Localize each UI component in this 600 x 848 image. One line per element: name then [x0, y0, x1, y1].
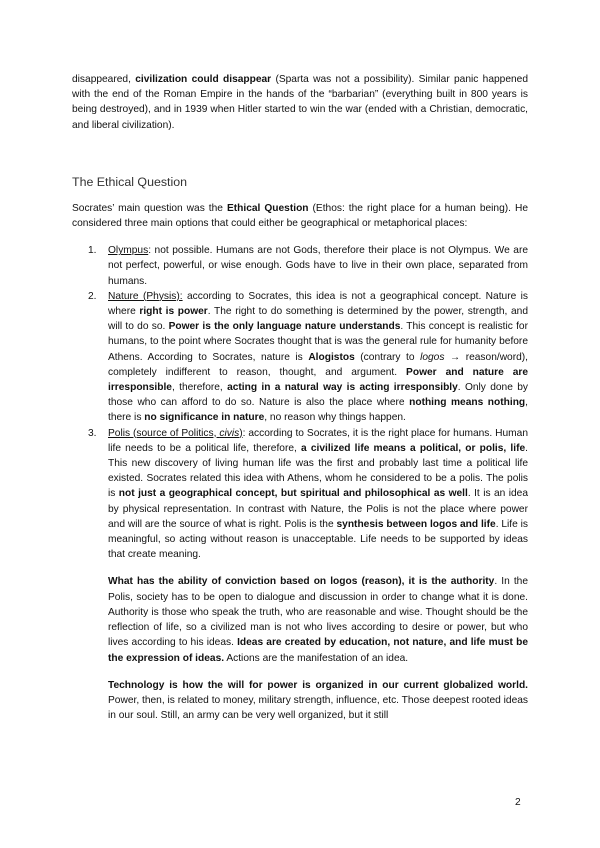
list-number: 1.	[88, 245, 97, 257]
section-heading: The Ethical Question	[72, 174, 188, 189]
document-page	[72, 72, 528, 723]
technology-paragraph: Technology is how the will for power is organized in our current globalized world. Power, then, is related to money, military strength, influence, etc. Those deepest rooted ideas in our soul. Still, an army can be very well organized, but it still	[108, 679, 528, 722]
list-item: 1. Olympus: not possible. Humans are not Gods, therefore their place is not Olympus. We are not perfect, powerful, or wise enough. Gods have to live in their own place, separated from humans.	[88, 245, 528, 287]
list-number: 3.	[88, 427, 97, 439]
options-list	[72, 243, 528, 562]
list-item: 3. Polis (source of Politics, civis): according to Socrates, it is the right place for humans. Human life needs to be a political life, therefore, a civilized life means a political, or polis, life. This new discovery of living human life was the first and probably last time a political life existed. Socrates related this idea with Athens, whom he considered to be a polis. The polis is not just a geographical concept, but spiritual and philosophical as well. It is an idea by physical representation. In contrast with Nature, the Polis is not the place where power and will are the source of what is right. Polis is the synthesis between logos and life. Life is meaningful, so acting without reason is unacceptable. Life needs to be supported by ideas that create meaning.	[88, 427, 529, 561]
intro-paragraph: Socrates’ main question was the Ethical Question (Ethos: the right place for a human being). He considered three main options that could either be geographical or metaphorical places:	[72, 202, 528, 230]
list-item: 2. Nature (Physis): according to Socrates, this idea is not a geographical concept. Nature is where right is power. The right to do something is determined by the power, strength, and will to do so. Power is the only language nature understands. This concept is realistic for humans, to the point where Socrates thought that is was the general rule for humanity before Athens. According to Socrates, nature is Alogistos (contrary to logos → reason/word), completely indifferent to reason, thought, and argument. Power and nature are irresponsible, therefore, acting in a natural way is acting irresponsibly. Only done by those who can afford to do so. Nature is also the place where nothing means nothing, there is no significance in nature, no reason why things happen.	[88, 290, 529, 424]
list-number: 2.	[88, 290, 97, 302]
top-paragraph: disappeared, civilization could disappear (Sparta was not a possibility). Similar panic happened with the end of the Roman Empire in the hands of the “barbarian” (everything built in 800 years is being destroyed), and in 1939 when Hitler started to win the war (ended with a Christian, democratic, and liberal civilization).	[72, 74, 528, 131]
authority-paragraph: What has the ability of conviction based on logos (reason), it is the authority. In the Polis, society has to be open to dialogue and discussion in order to change what it is done. Authority is those who speak the truth, who are reasonable and wise. Thought should be the reflection of life, so a civilized man is not who lives according to desire or power, but who lives according to his ideas. Ideas are created by education, not nature, and life must be the expression of ideas. Actions are the manifestation of an idea.	[108, 576, 528, 664]
page-number: 2	[515, 797, 521, 808]
